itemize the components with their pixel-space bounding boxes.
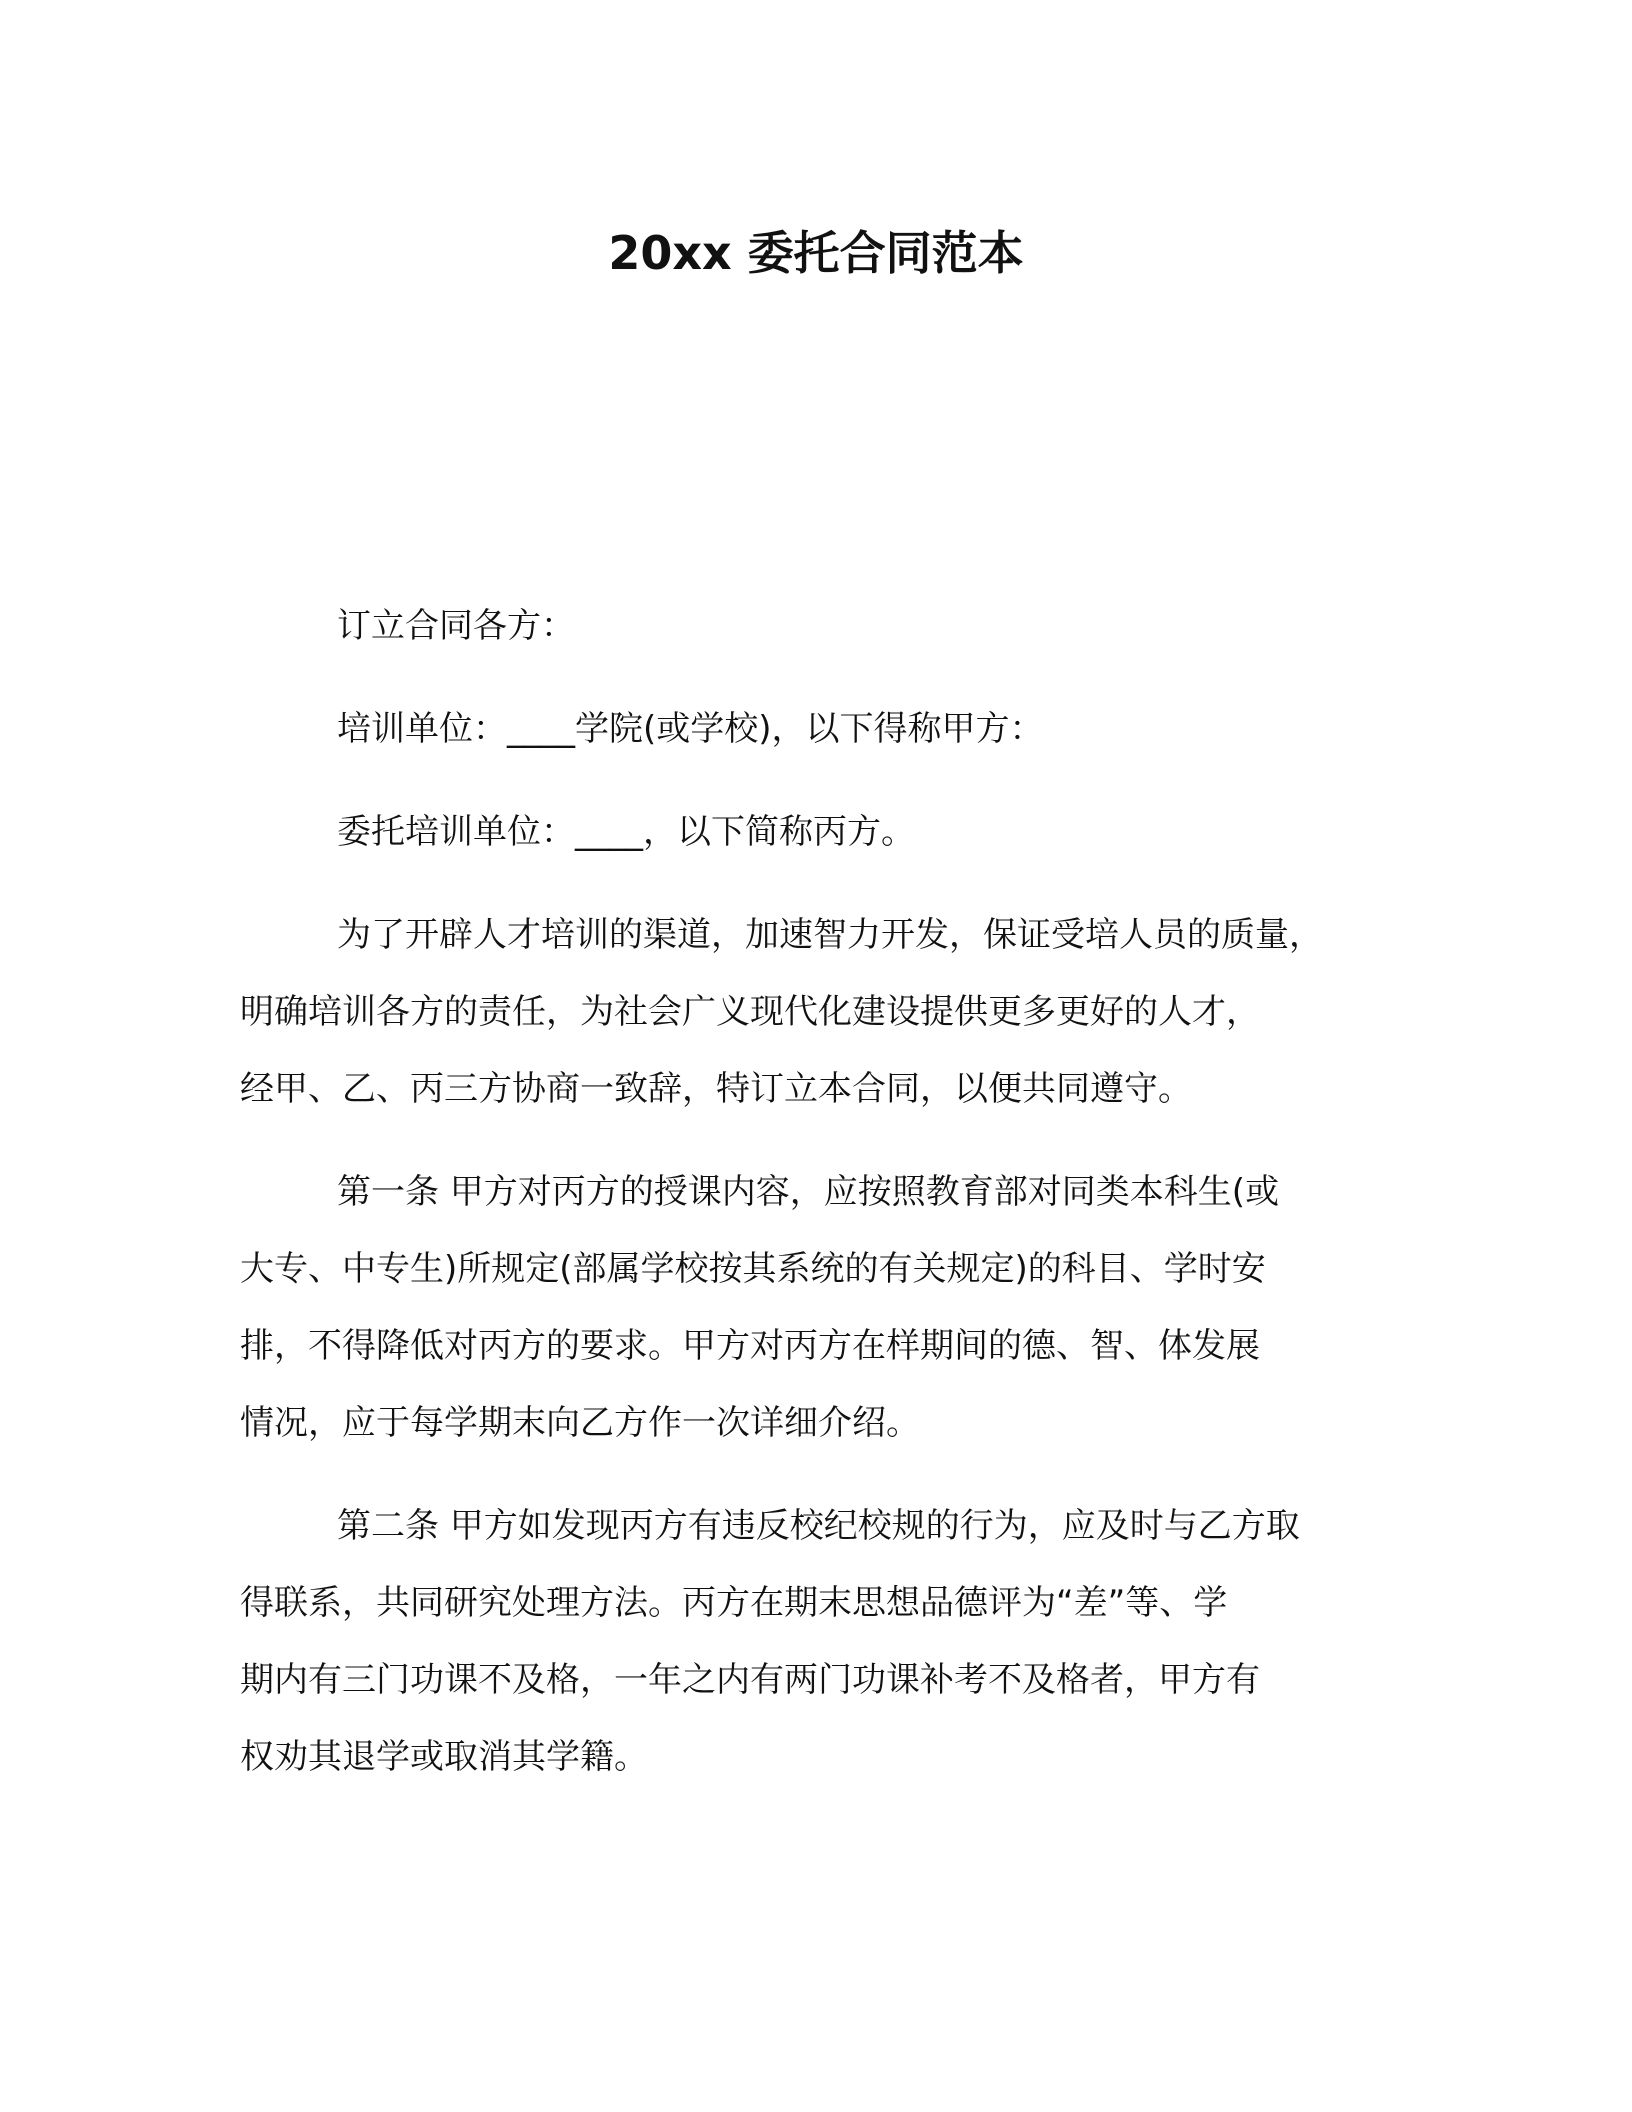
paragraph-line: 培训单位：____学院(或学校)，以下得称甲方： bbox=[337, 709, 1044, 749]
paragraph-line: 情况，应于每学期末向乙方作一次详细介绍。 bbox=[240, 1403, 920, 1443]
paragraph-article-1 bbox=[240, 1154, 1400, 1462]
paragraph-line: 大专、中专生)所规定(部属学校按其系统的有关规定)的科目、学时安 bbox=[240, 1249, 1266, 1289]
paragraph-line: 排，不得降低对丙方的要求。甲方对丙方在样期间的德、智、体发展 bbox=[240, 1326, 1260, 1366]
paragraph-line: 经甲、乙、丙三方协商一致辞，特订立本合同，以便共同遵守。 bbox=[240, 1069, 1192, 1109]
paragraph-line: 期内有三门功课不及格，一年之内有两门功课补考不及格者，甲方有 bbox=[240, 1660, 1260, 1700]
paragraph-line: 第一条 甲方对丙方的授课内容，应按照教育部对同类本科生(或 bbox=[337, 1172, 1280, 1212]
paragraph-party-a bbox=[240, 691, 1400, 768]
paragraph-preamble bbox=[240, 897, 1400, 1128]
paragraph-line: 权劝其退学或取消其学籍。 bbox=[240, 1737, 648, 1777]
document-title: 20xx 委托合同范本 bbox=[608, 226, 1024, 280]
paragraph-party-c bbox=[240, 794, 1400, 871]
document-body bbox=[240, 588, 1400, 1822]
paragraph-line: 为了开辟人才培训的渠道，加速智力开发，保证受培人员的质量， bbox=[337, 915, 1323, 955]
paragraph-line: 得联系，共同研究处理方法。丙方在期末思想品德评为“差”等、学 bbox=[240, 1583, 1228, 1623]
paragraph-line: 委托培训单位：____，以下简称丙方。 bbox=[337, 812, 915, 852]
paragraph-line: 订立合同各方： bbox=[337, 606, 575, 646]
paragraph-article-2 bbox=[240, 1488, 1400, 1796]
paragraph-line: 第二条 甲方如发现丙方有违反校纪校规的行为，应及时与乙方取 bbox=[337, 1506, 1300, 1546]
paragraph-line: 明确培训各方的责任，为社会广义现代化建设提供更多更好的人才， bbox=[240, 992, 1260, 1032]
paragraph-parties bbox=[240, 588, 1400, 665]
